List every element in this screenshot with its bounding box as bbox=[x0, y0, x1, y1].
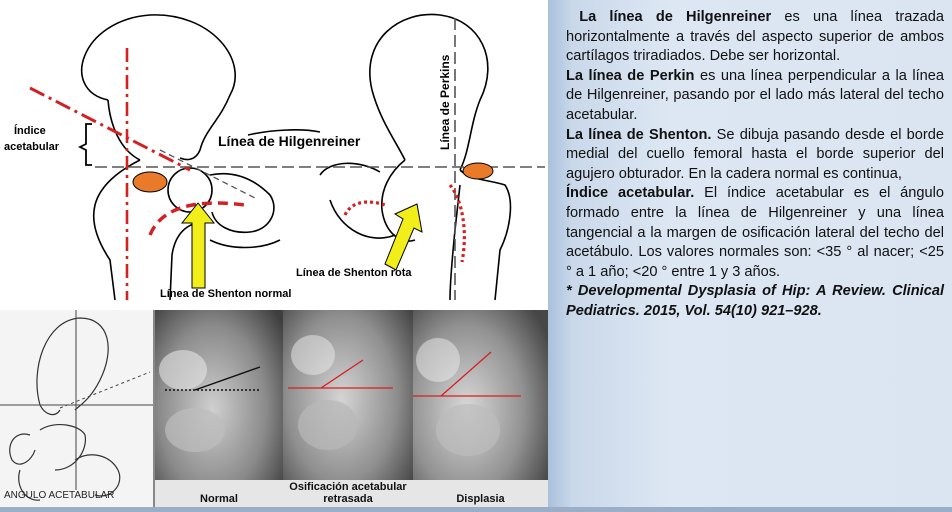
label-shenton-rota: Línea de Shenton rota bbox=[296, 267, 412, 279]
ossification-center-right bbox=[463, 163, 493, 179]
paragraph-hilgenreiner bbox=[566, 8, 944, 67]
caption-displasia: Displasia bbox=[456, 493, 505, 505]
title-hilgenreiner: La línea de Hilgenreiner bbox=[579, 9, 772, 25]
body-indice: El índice acetabular es el ángulo formado entre la línea de Hilgenreiner y una línea tangencial a la margen de osificación lateral del techo del acetábulo. Los valores normales son: <35 ° al nacer; <25 ° a 1 año; <20 ° entre 1 y 3 años. bbox=[566, 185, 945, 280]
shenton-broken-curve-a bbox=[345, 202, 385, 215]
text-panel bbox=[548, 0, 952, 507]
label-perkins: Línea de Perkins bbox=[438, 54, 452, 150]
label-hilgenreiner: Línea de Hilgenreiner bbox=[218, 133, 361, 149]
caption-normal: Normal bbox=[200, 493, 238, 505]
shenton-broken-curve-b bbox=[450, 185, 464, 262]
angulo-acetabular-panel bbox=[0, 310, 155, 507]
title-indice: Índice acetabular. bbox=[566, 185, 695, 202]
paragraph-perkin bbox=[566, 67, 944, 126]
index-bracket bbox=[80, 124, 92, 165]
reference: * Developmental Dysplasia of Hip: A Review. Clinical Pediatrics. 2015, Vol. 54(10) 921–928. bbox=[566, 283, 944, 319]
label-shenton-normal: Línea de Shenton normal bbox=[160, 288, 292, 300]
angulo-tangent bbox=[60, 372, 150, 408]
ossification-center-left bbox=[133, 172, 167, 192]
body-hilgenreiner: es una línea trazada horizontalmente a través del aspecto superior de ambos cartílagos triradiados. Debe ser horizontal. bbox=[566, 9, 944, 65]
paragraph-indice bbox=[566, 184, 944, 282]
label-indice-1: Índice bbox=[14, 125, 46, 137]
xray-retrasada bbox=[283, 310, 413, 507]
title-perkin: La línea de Perkin bbox=[566, 67, 695, 84]
acetabular-index-line bbox=[30, 88, 190, 170]
arrow-shenton-normal bbox=[182, 203, 214, 288]
xray-normal bbox=[155, 310, 283, 507]
hip-diagram bbox=[0, 0, 548, 308]
xray-strip bbox=[0, 310, 548, 507]
angulo-sketch bbox=[0, 310, 153, 507]
xray-displasia bbox=[413, 310, 548, 507]
body-perkin: es una línea perpendicular a la línea de Hilgenreiner, pasando por el lado más lateral del techo acetabular. bbox=[566, 67, 944, 123]
caption-retrasada: Osificación acetabular retrasada bbox=[289, 481, 407, 505]
body-shenton: Se dibuja pasando desde el borde medial del cuello femoral hasta el borde superior del agujero obturador. En la cadera normal es continua, bbox=[566, 126, 945, 182]
label-indice-2: acetabular bbox=[4, 141, 60, 153]
title-shenton: La línea de Shenton. bbox=[566, 126, 712, 143]
paragraph-shenton bbox=[566, 126, 944, 185]
angulo-label: ANGULO ACETABULAR bbox=[4, 490, 115, 501]
